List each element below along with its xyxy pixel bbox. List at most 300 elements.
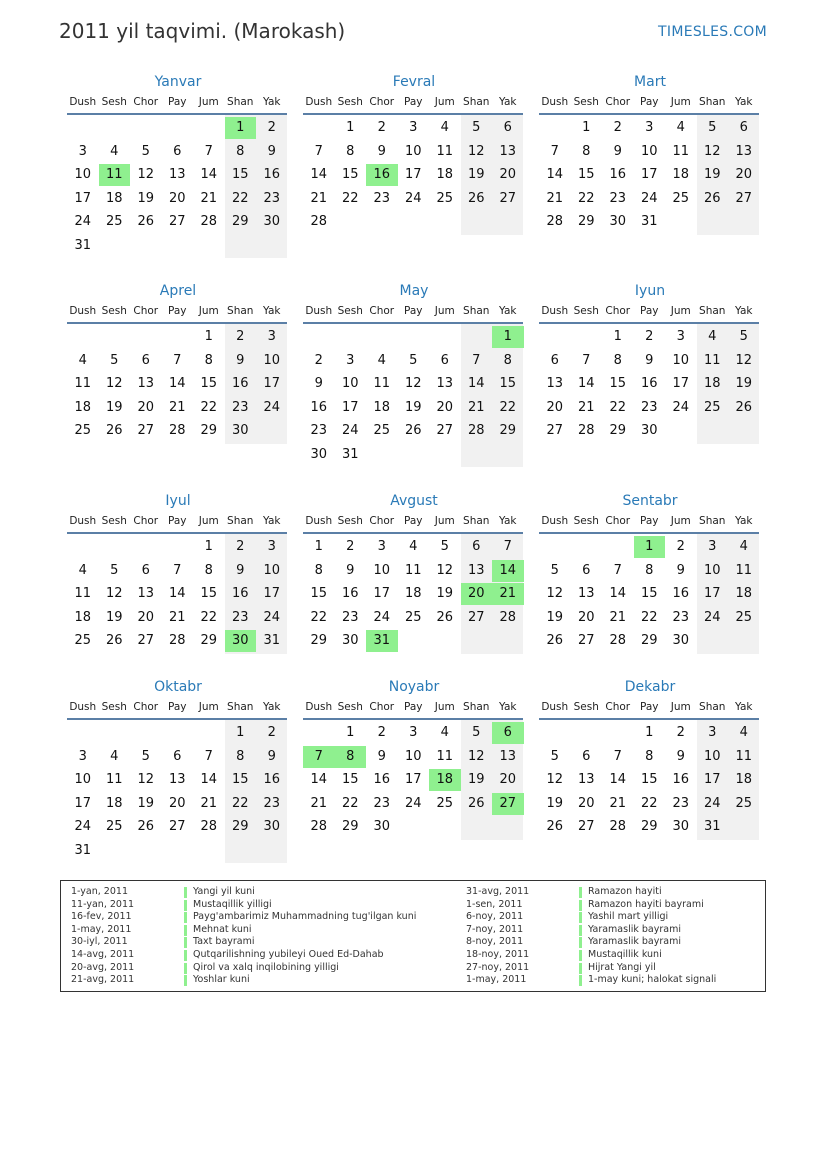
holiday-day[interactable]: 16 <box>366 164 398 186</box>
day-cell[interactable]: 11 <box>373 376 391 391</box>
day-cell[interactable]: 9 <box>676 562 685 578</box>
day-cell[interactable]: 18 <box>105 795 123 811</box>
day-cell[interactable]: 13 <box>168 772 186 787</box>
day-cell[interactable]: 18 <box>735 772 753 787</box>
day-cell[interactable]: 28 <box>310 214 328 229</box>
day-cell[interactable]: 6 <box>173 143 182 159</box>
day-cell[interactable]: 8 <box>346 143 355 159</box>
day-cell[interactable]: 26 <box>137 214 155 229</box>
holiday-day[interactable]: 11 <box>99 164 131 186</box>
day-cell[interactable]: 26 <box>436 609 454 625</box>
day-cell[interactable]: 17 <box>703 772 721 787</box>
day-cell[interactable]: 25 <box>404 609 422 625</box>
day-cell[interactable]: 8 <box>645 562 654 578</box>
day-cell[interactable]: 29 <box>640 633 658 648</box>
day-cell[interactable]: 22 <box>200 609 218 625</box>
day-cell[interactable]: 18 <box>373 399 391 415</box>
day-cell[interactable]: 28 <box>200 819 218 834</box>
day-cell[interactable]: 7 <box>204 143 213 159</box>
day-cell[interactable]: 28 <box>609 819 627 834</box>
day-cell[interactable]: 7 <box>204 748 213 764</box>
day-cell[interactable]: 19 <box>467 167 485 182</box>
day-cell[interactable]: 14 <box>168 586 186 601</box>
day-cell[interactable]: 14 <box>200 772 218 787</box>
day-cell[interactable]: 3 <box>267 329 276 344</box>
day-cell[interactable]: 2 <box>314 352 323 368</box>
day-cell[interactable]: 5 <box>409 352 418 368</box>
day-cell[interactable]: 1 <box>314 539 323 554</box>
day-cell[interactable]: 23 <box>263 795 281 811</box>
day-cell[interactable]: 15 <box>640 586 658 601</box>
day-cell[interactable]: 17 <box>263 586 281 601</box>
day-cell[interactable]: 26 <box>735 399 753 415</box>
day-cell[interactable]: 23 <box>373 190 391 206</box>
day-cell[interactable]: 24 <box>703 609 721 625</box>
day-cell[interactable]: 5 <box>440 539 449 554</box>
holiday-day[interactable]: 6 <box>492 722 524 744</box>
day-cell[interactable]: 7 <box>613 562 622 578</box>
day-cell[interactable]: 11 <box>404 562 422 578</box>
day-cell[interactable]: 27 <box>137 423 155 438</box>
day-cell[interactable]: 22 <box>341 190 359 206</box>
day-cell[interactable]: 16 <box>672 772 690 787</box>
day-cell[interactable]: 22 <box>609 399 627 415</box>
day-cell[interactable]: 21 <box>467 399 485 415</box>
day-cell[interactable]: 4 <box>708 329 717 344</box>
day-cell[interactable]: 30 <box>310 446 328 462</box>
day-cell[interactable]: 7 <box>472 352 481 368</box>
day-cell[interactable]: 20 <box>137 399 155 415</box>
day-cell[interactable]: 12 <box>105 586 123 601</box>
day-cell[interactable]: 14 <box>310 167 328 182</box>
day-cell[interactable]: 14 <box>546 167 564 182</box>
day-cell[interactable]: 17 <box>672 376 690 391</box>
day-cell[interactable]: 9 <box>377 143 386 159</box>
day-cell[interactable]: 8 <box>645 748 654 764</box>
day-cell[interactable]: 19 <box>467 772 485 787</box>
day-cell[interactable]: 19 <box>137 795 155 811</box>
day-cell[interactable]: 16 <box>672 586 690 601</box>
day-cell[interactable]: 23 <box>672 795 690 811</box>
day-cell[interactable]: 22 <box>341 795 359 811</box>
day-cell[interactable]: 10 <box>74 772 92 787</box>
day-cell[interactable]: 14 <box>467 376 485 391</box>
day-cell[interactable]: 25 <box>105 819 123 834</box>
day-cell[interactable]: 10 <box>74 167 92 182</box>
day-cell[interactable]: 12 <box>735 352 753 368</box>
site-link[interactable]: TIMESLES.COM <box>658 24 767 40</box>
day-cell[interactable]: 2 <box>377 725 386 740</box>
day-cell[interactable]: 24 <box>640 190 658 206</box>
day-cell[interactable]: 10 <box>404 143 422 159</box>
holiday-day[interactable]: 14 <box>492 560 524 582</box>
day-cell[interactable]: 1 <box>645 725 654 740</box>
day-cell[interactable]: 29 <box>577 214 595 229</box>
day-cell[interactable]: 18 <box>74 399 92 415</box>
day-cell[interactable]: 29 <box>341 819 359 834</box>
day-cell[interactable]: 10 <box>640 143 658 159</box>
day-cell[interactable]: 2 <box>676 539 685 554</box>
day-cell[interactable]: 12 <box>467 748 485 764</box>
day-cell[interactable]: 24 <box>672 399 690 415</box>
day-cell[interactable]: 8 <box>582 143 591 159</box>
day-cell[interactable]: 17 <box>341 399 359 415</box>
day-cell[interactable]: 19 <box>735 376 753 391</box>
day-cell[interactable]: 26 <box>137 819 155 834</box>
day-cell[interactable]: 15 <box>341 167 359 182</box>
day-cell[interactable]: 22 <box>310 609 328 625</box>
day-cell[interactable]: 13 <box>577 772 595 787</box>
day-cell[interactable]: 10 <box>263 562 281 578</box>
day-cell[interactable]: 21 <box>546 190 564 206</box>
day-cell[interactable]: 18 <box>74 609 92 625</box>
holiday-day[interactable]: 1 <box>225 117 257 139</box>
day-cell[interactable]: 29 <box>310 633 328 648</box>
day-cell[interactable]: 25 <box>373 423 391 438</box>
day-cell[interactable]: 10 <box>373 562 391 578</box>
day-cell[interactable]: 7 <box>173 562 182 578</box>
day-cell[interactable]: 15 <box>310 586 328 601</box>
day-cell[interactable]: 1 <box>204 329 213 344</box>
day-cell[interactable]: 13 <box>137 376 155 391</box>
day-cell[interactable]: 31 <box>703 819 721 834</box>
day-cell[interactable]: 12 <box>404 376 422 391</box>
day-cell[interactable]: 26 <box>105 423 123 438</box>
day-cell[interactable]: 26 <box>703 190 721 206</box>
day-cell[interactable]: 1 <box>346 120 355 135</box>
day-cell[interactable]: 31 <box>341 446 359 462</box>
day-cell[interactable]: 15 <box>200 376 218 391</box>
day-cell[interactable]: 25 <box>436 795 454 811</box>
day-cell[interactable]: 15 <box>577 167 595 182</box>
day-cell[interactable]: 30 <box>263 214 281 229</box>
day-cell[interactable]: 25 <box>672 190 690 206</box>
day-cell[interactable]: 28 <box>310 819 328 834</box>
day-cell[interactable]: 3 <box>708 725 717 740</box>
day-cell[interactable]: 11 <box>672 143 690 159</box>
day-cell[interactable]: 1 <box>236 725 245 740</box>
day-cell[interactable]: 22 <box>200 399 218 415</box>
day-cell[interactable]: 27 <box>436 423 454 438</box>
day-cell[interactable]: 26 <box>467 190 485 206</box>
day-cell[interactable]: 12 <box>137 167 155 182</box>
day-cell[interactable]: 9 <box>377 748 386 764</box>
day-cell[interactable]: 26 <box>467 795 485 811</box>
day-cell[interactable]: 9 <box>314 376 323 391</box>
day-cell[interactable]: 14 <box>168 376 186 391</box>
day-cell[interactable]: 2 <box>346 539 355 554</box>
holiday-day[interactable]: 18 <box>429 769 461 791</box>
day-cell[interactable]: 19 <box>105 399 123 415</box>
day-cell[interactable]: 24 <box>74 214 92 229</box>
day-cell[interactable]: 23 <box>609 190 627 206</box>
day-cell[interactable]: 2 <box>267 725 276 740</box>
day-cell[interactable]: 11 <box>735 748 753 764</box>
day-cell[interactable]: 5 <box>141 748 150 764</box>
day-cell[interactable]: 19 <box>105 609 123 625</box>
holiday-day[interactable]: 21 <box>492 583 524 605</box>
day-cell[interactable]: 9 <box>267 143 276 159</box>
day-cell[interactable]: 2 <box>645 329 654 344</box>
day-cell[interactable]: 10 <box>703 748 721 764</box>
day-cell[interactable]: 20 <box>735 167 753 182</box>
day-cell[interactable]: 14 <box>609 586 627 601</box>
day-cell[interactable]: 7 <box>550 143 559 159</box>
day-cell[interactable]: 25 <box>105 214 123 229</box>
day-cell[interactable]: 6 <box>503 120 512 135</box>
day-cell[interactable]: 7 <box>582 352 591 368</box>
day-cell[interactable]: 16 <box>231 376 249 391</box>
day-cell[interactable]: 3 <box>346 352 355 368</box>
day-cell[interactable]: 8 <box>314 562 323 578</box>
day-cell[interactable]: 6 <box>472 539 481 554</box>
day-cell[interactable]: 16 <box>263 772 281 787</box>
day-cell[interactable]: 1 <box>346 725 355 740</box>
day-cell[interactable]: 17 <box>74 795 92 811</box>
day-cell[interactable]: 25 <box>74 423 92 438</box>
day-cell[interactable]: 5 <box>708 120 717 135</box>
day-cell[interactable]: 9 <box>676 748 685 764</box>
day-cell[interactable]: 21 <box>200 190 218 206</box>
day-cell[interactable]: 14 <box>577 376 595 391</box>
day-cell[interactable]: 11 <box>436 143 454 159</box>
day-cell[interactable]: 20 <box>137 609 155 625</box>
day-cell[interactable]: 6 <box>440 352 449 368</box>
day-cell[interactable]: 15 <box>640 772 658 787</box>
day-cell[interactable]: 7 <box>173 352 182 368</box>
day-cell[interactable]: 12 <box>436 562 454 578</box>
day-cell[interactable]: 2 <box>236 329 245 344</box>
day-cell[interactable]: 27 <box>467 609 485 625</box>
day-cell[interactable]: 11 <box>74 586 92 601</box>
holiday-day[interactable]: 1 <box>634 536 666 558</box>
day-cell[interactable]: 25 <box>74 633 92 648</box>
day-cell[interactable]: 13 <box>577 586 595 601</box>
day-cell[interactable]: 5 <box>472 120 481 135</box>
day-cell[interactable]: 20 <box>577 795 595 811</box>
day-cell[interactable]: 28 <box>609 633 627 648</box>
day-cell[interactable]: 24 <box>404 795 422 811</box>
day-cell[interactable]: 28 <box>546 214 564 229</box>
day-cell[interactable]: 3 <box>676 329 685 344</box>
day-cell[interactable]: 17 <box>404 772 422 787</box>
day-cell[interactable]: 22 <box>640 609 658 625</box>
day-cell[interactable]: 24 <box>341 423 359 438</box>
day-cell[interactable]: 24 <box>263 609 281 625</box>
day-cell[interactable]: 3 <box>409 725 418 740</box>
day-cell[interactable]: 5 <box>141 143 150 159</box>
day-cell[interactable]: 28 <box>577 423 595 438</box>
day-cell[interactable]: 30 <box>341 633 359 648</box>
day-cell[interactable]: 26 <box>404 423 422 438</box>
day-cell[interactable]: 18 <box>436 167 454 182</box>
day-cell[interactable]: 23 <box>231 399 249 415</box>
day-cell[interactable]: 29 <box>200 633 218 648</box>
day-cell[interactable]: 2 <box>676 725 685 740</box>
day-cell[interactable]: 31 <box>263 633 281 648</box>
day-cell[interactable]: 12 <box>467 143 485 159</box>
day-cell[interactable]: 2 <box>613 120 622 135</box>
day-cell[interactable]: 6 <box>582 562 591 578</box>
day-cell[interactable]: 25 <box>735 795 753 811</box>
day-cell[interactable]: 16 <box>231 586 249 601</box>
day-cell[interactable]: 22 <box>231 190 249 206</box>
day-cell[interactable]: 13 <box>735 143 753 159</box>
day-cell[interactable]: 2 <box>377 120 386 135</box>
day-cell[interactable]: 9 <box>613 143 622 159</box>
day-cell[interactable]: 27 <box>546 423 564 438</box>
day-cell[interactable]: 5 <box>110 562 119 578</box>
day-cell[interactable]: 24 <box>404 190 422 206</box>
day-cell[interactable]: 22 <box>577 190 595 206</box>
day-cell[interactable]: 13 <box>546 376 564 391</box>
day-cell[interactable]: 10 <box>672 352 690 368</box>
day-cell[interactable]: 29 <box>231 819 249 834</box>
day-cell[interactable]: 21 <box>609 609 627 625</box>
day-cell[interactable]: 6 <box>173 748 182 764</box>
day-cell[interactable]: 31 <box>74 237 92 253</box>
day-cell[interactable]: 21 <box>168 399 186 415</box>
day-cell[interactable]: 13 <box>467 562 485 578</box>
day-cell[interactable]: 25 <box>703 399 721 415</box>
day-cell[interactable]: 17 <box>640 167 658 182</box>
day-cell[interactable]: 8 <box>204 562 213 578</box>
day-cell[interactable]: 23 <box>640 399 658 415</box>
day-cell[interactable]: 24 <box>373 609 391 625</box>
day-cell[interactable]: 7 <box>613 748 622 764</box>
holiday-day[interactable]: 30 <box>225 630 257 652</box>
day-cell[interactable]: 31 <box>640 214 658 229</box>
day-cell[interactable]: 16 <box>640 376 658 391</box>
day-cell[interactable]: 27 <box>577 819 595 834</box>
day-cell[interactable]: 27 <box>499 190 517 206</box>
day-cell[interactable]: 15 <box>609 376 627 391</box>
day-cell[interactable]: 24 <box>703 795 721 811</box>
day-cell[interactable]: 17 <box>373 586 391 601</box>
day-cell[interactable]: 5 <box>550 748 559 764</box>
day-cell[interactable]: 18 <box>105 190 123 206</box>
day-cell[interactable]: 15 <box>341 772 359 787</box>
day-cell[interactable]: 29 <box>640 819 658 834</box>
day-cell[interactable]: 9 <box>346 562 355 578</box>
day-cell[interactable]: 30 <box>640 423 658 438</box>
day-cell[interactable]: 29 <box>231 214 249 229</box>
day-cell[interactable]: 4 <box>739 725 748 740</box>
day-cell[interactable]: 26 <box>105 633 123 648</box>
day-cell[interactable]: 4 <box>377 352 386 368</box>
day-cell[interactable]: 4 <box>78 352 87 368</box>
day-cell[interactable]: 16 <box>263 167 281 182</box>
day-cell[interactable]: 13 <box>499 143 517 159</box>
day-cell[interactable]: 8 <box>236 748 245 764</box>
day-cell[interactable]: 15 <box>200 586 218 601</box>
day-cell[interactable]: 8 <box>503 352 512 368</box>
day-cell[interactable]: 17 <box>74 190 92 206</box>
day-cell[interactable]: 21 <box>168 609 186 625</box>
day-cell[interactable]: 10 <box>263 352 281 368</box>
day-cell[interactable]: 9 <box>236 352 245 368</box>
day-cell[interactable]: 12 <box>546 772 564 787</box>
day-cell[interactable]: 10 <box>341 376 359 391</box>
day-cell[interactable]: 16 <box>373 772 391 787</box>
day-cell[interactable]: 3 <box>267 539 276 554</box>
day-cell[interactable]: 14 <box>200 167 218 182</box>
day-cell[interactable]: 17 <box>703 586 721 601</box>
holiday-day[interactable]: 7 <box>303 746 335 768</box>
day-cell[interactable]: 19 <box>703 167 721 182</box>
day-cell[interactable]: 19 <box>546 609 564 625</box>
day-cell[interactable]: 6 <box>141 352 150 368</box>
holiday-day[interactable]: 31 <box>366 630 398 652</box>
day-cell[interactable]: 23 <box>263 190 281 206</box>
day-cell[interactable]: 3 <box>377 539 386 554</box>
day-cell[interactable]: 29 <box>609 423 627 438</box>
day-cell[interactable]: 18 <box>404 586 422 601</box>
day-cell[interactable]: 23 <box>231 609 249 625</box>
day-cell[interactable]: 30 <box>231 423 249 438</box>
day-cell[interactable]: 7 <box>314 143 323 159</box>
day-cell[interactable]: 3 <box>708 539 717 554</box>
day-cell[interactable]: 11 <box>105 772 123 787</box>
day-cell[interactable]: 22 <box>640 795 658 811</box>
day-cell[interactable]: 3 <box>409 120 418 135</box>
day-cell[interactable]: 23 <box>310 423 328 438</box>
day-cell[interactable]: 11 <box>436 748 454 764</box>
day-cell[interactable]: 30 <box>263 819 281 834</box>
day-cell[interactable]: 21 <box>310 190 328 206</box>
day-cell[interactable]: 5 <box>110 352 119 368</box>
day-cell[interactable]: 20 <box>168 795 186 811</box>
day-cell[interactable]: 6 <box>739 120 748 135</box>
day-cell[interactable]: 1 <box>582 120 591 135</box>
day-cell[interactable]: 4 <box>409 539 418 554</box>
day-cell[interactable]: 26 <box>546 633 564 648</box>
day-cell[interactable]: 8 <box>613 352 622 368</box>
day-cell[interactable]: 16 <box>609 167 627 182</box>
day-cell[interactable]: 18 <box>735 586 753 601</box>
day-cell[interactable]: 30 <box>672 633 690 648</box>
day-cell[interactable]: 28 <box>168 633 186 648</box>
day-cell[interactable]: 28 <box>467 423 485 438</box>
day-cell[interactable]: 19 <box>436 586 454 601</box>
day-cell[interactable]: 3 <box>645 120 654 135</box>
day-cell[interactable]: 26 <box>546 819 564 834</box>
day-cell[interactable]: 4 <box>739 539 748 554</box>
day-cell[interactable]: 13 <box>137 586 155 601</box>
day-cell[interactable]: 21 <box>577 399 595 415</box>
day-cell[interactable]: 12 <box>137 772 155 787</box>
day-cell[interactable]: 9 <box>236 562 245 578</box>
day-cell[interactable]: 21 <box>200 795 218 811</box>
holiday-day[interactable]: 27 <box>492 793 524 815</box>
day-cell[interactable]: 12 <box>703 143 721 159</box>
day-cell[interactable]: 15 <box>231 167 249 182</box>
day-cell[interactable]: 15 <box>231 772 249 787</box>
day-cell[interactable]: 20 <box>168 190 186 206</box>
day-cell[interactable]: 23 <box>672 609 690 625</box>
day-cell[interactable]: 15 <box>499 376 517 391</box>
day-cell[interactable]: 12 <box>546 586 564 601</box>
day-cell[interactable]: 3 <box>78 143 87 159</box>
day-cell[interactable]: 18 <box>703 376 721 391</box>
day-cell[interactable]: 5 <box>472 725 481 740</box>
day-cell[interactable]: 11 <box>74 376 92 391</box>
day-cell[interactable]: 30 <box>609 214 627 229</box>
day-cell[interactable]: 18 <box>672 167 690 182</box>
day-cell[interactable]: 9 <box>267 748 276 764</box>
day-cell[interactable]: 17 <box>263 376 281 391</box>
day-cell[interactable]: 6 <box>582 748 591 764</box>
